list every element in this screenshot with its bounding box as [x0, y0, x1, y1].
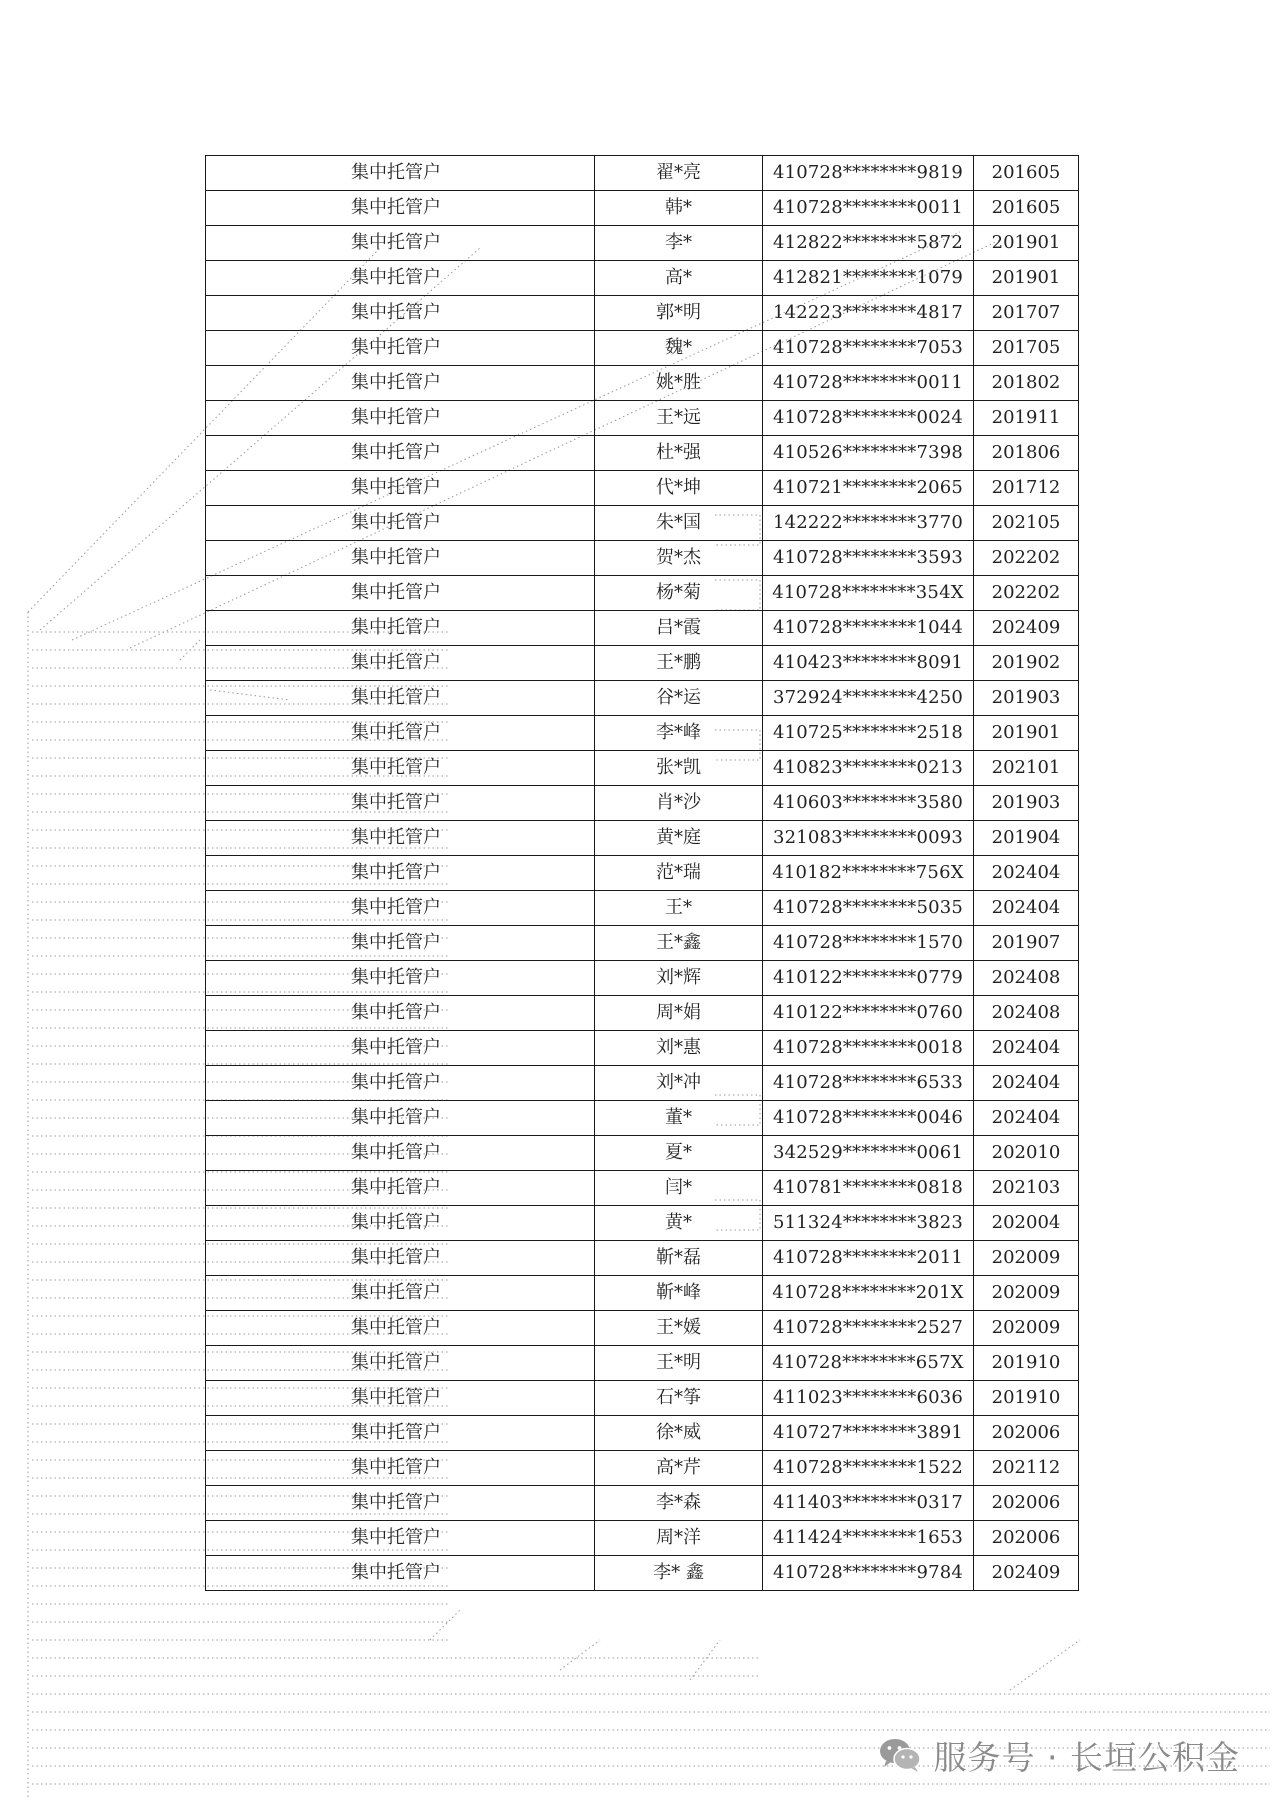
- id-number-cell: 410728********5035: [763, 891, 974, 926]
- start-month-cell: 202009: [974, 1276, 1079, 1311]
- account-type-cell: 集中托管户: [206, 331, 595, 366]
- account-type-cell: 集中托管户: [206, 751, 595, 786]
- id-number-cell: 410725********2518: [763, 716, 974, 751]
- account-type-cell: 集中托管户: [206, 191, 595, 226]
- account-type-cell: 集中托管户: [206, 1241, 595, 1276]
- table-row: [206, 611, 1079, 646]
- table-row: [206, 926, 1079, 961]
- table-row: [206, 366, 1079, 401]
- wechat-icon: [878, 1737, 922, 1773]
- account-type-cell: 集中托管户: [206, 1206, 595, 1241]
- name-cell: 周*洋: [595, 1521, 763, 1556]
- table-body: [206, 156, 1079, 1591]
- account-type-cell: 集中托管户: [206, 891, 595, 926]
- account-type-cell: 集中托管户: [206, 1066, 595, 1101]
- name-cell: 王*鑫: [595, 926, 763, 961]
- name-cell: 董*: [595, 1101, 763, 1136]
- account-type-cell: 集中托管户: [206, 1521, 595, 1556]
- account-type-cell: 集中托管户: [206, 471, 595, 506]
- name-cell: 王*: [595, 891, 763, 926]
- account-type-cell: 集中托管户: [206, 156, 595, 191]
- table-row: [206, 1346, 1079, 1381]
- name-cell: 朱*国: [595, 506, 763, 541]
- account-type-cell: 集中托管户: [206, 1486, 595, 1521]
- account-type-cell: 集中托管户: [206, 821, 595, 856]
- name-cell: 黄*: [595, 1206, 763, 1241]
- name-cell: 闫*: [595, 1171, 763, 1206]
- account-type-cell: 集中托管户: [206, 1381, 595, 1416]
- table-row: [206, 1031, 1079, 1066]
- start-month-cell: 202101: [974, 751, 1079, 786]
- start-month-cell: 202010: [974, 1136, 1079, 1171]
- start-month-cell: 201605: [974, 156, 1079, 191]
- name-cell: 徐*威: [595, 1416, 763, 1451]
- name-cell: 魏*: [595, 331, 763, 366]
- id-number-cell: 411403********0317: [763, 1486, 974, 1521]
- start-month-cell: 202009: [974, 1241, 1079, 1276]
- start-month-cell: 202006: [974, 1416, 1079, 1451]
- name-cell: 王*明: [595, 1346, 763, 1381]
- id-number-cell: 410423********8091: [763, 646, 974, 681]
- table-row: [206, 1521, 1079, 1556]
- id-number-cell: 410823********0213: [763, 751, 974, 786]
- table-row: [206, 1486, 1079, 1521]
- table-row: [206, 1101, 1079, 1136]
- id-number-cell: 410728********9784: [763, 1556, 974, 1591]
- name-cell: 高*芹: [595, 1451, 763, 1486]
- name-cell: 王*媛: [595, 1311, 763, 1346]
- id-number-cell: 410721********2065: [763, 471, 974, 506]
- id-number-cell: 410728********0046: [763, 1101, 974, 1136]
- table-row: [206, 331, 1079, 366]
- table-row: [206, 821, 1079, 856]
- start-month-cell: 201712: [974, 471, 1079, 506]
- id-number-cell: 410728********9819: [763, 156, 974, 191]
- id-number-cell: 410728********3593: [763, 541, 974, 576]
- id-number-cell: 410728********1044: [763, 611, 974, 646]
- id-number-cell: 142222********3770: [763, 506, 974, 541]
- id-number-cell: 411023********6036: [763, 1381, 974, 1416]
- start-month-cell: 201907: [974, 926, 1079, 961]
- start-month-cell: 201904: [974, 821, 1079, 856]
- table-row: [206, 891, 1079, 926]
- table-row: [206, 1381, 1079, 1416]
- account-type-cell: 集中托管户: [206, 541, 595, 576]
- table-row: [206, 226, 1079, 261]
- id-number-cell: 410728********2011: [763, 1241, 974, 1276]
- account-type-cell: 集中托管户: [206, 1556, 595, 1591]
- start-month-cell: 202409: [974, 611, 1079, 646]
- name-cell: 刘*冲: [595, 1066, 763, 1101]
- name-cell: 高*: [595, 261, 763, 296]
- table-row: [206, 1206, 1079, 1241]
- start-month-cell: 202103: [974, 1171, 1079, 1206]
- start-month-cell: 202006: [974, 1486, 1079, 1521]
- name-cell: 李* 鑫: [595, 1556, 763, 1591]
- table-row: [206, 541, 1079, 576]
- account-type-cell: 集中托管户: [206, 996, 595, 1031]
- start-month-cell: 201902: [974, 646, 1079, 681]
- id-number-cell: 410122********0779: [763, 961, 974, 996]
- table-row: [206, 191, 1079, 226]
- start-month-cell: 202004: [974, 1206, 1079, 1241]
- name-cell: 王*鹏: [595, 646, 763, 681]
- start-month-cell: 201903: [974, 786, 1079, 821]
- id-number-cell: 412821********1079: [763, 261, 974, 296]
- account-type-cell: 集中托管户: [206, 1101, 595, 1136]
- id-number-cell: 410603********3580: [763, 786, 974, 821]
- start-month-cell: 202006: [974, 1521, 1079, 1556]
- table-row: [206, 436, 1079, 471]
- account-type-cell: 集中托管户: [206, 261, 595, 296]
- account-type-cell: 集中托管户: [206, 436, 595, 471]
- account-type-cell: 集中托管户: [206, 1451, 595, 1486]
- name-cell: 靳*峰: [595, 1276, 763, 1311]
- start-month-cell: 201605: [974, 191, 1079, 226]
- table-row: [206, 961, 1079, 996]
- name-cell: 吕*霞: [595, 611, 763, 646]
- id-number-cell: 410728********1522: [763, 1451, 974, 1486]
- account-type-cell: 集中托管户: [206, 716, 595, 751]
- id-number-cell: 410728********0024: [763, 401, 974, 436]
- watermark: [878, 1730, 1240, 1780]
- start-month-cell: 201910: [974, 1381, 1079, 1416]
- start-month-cell: 202112: [974, 1451, 1079, 1486]
- id-number-cell: 342529********0061: [763, 1136, 974, 1171]
- table-row: [206, 1311, 1079, 1346]
- id-number-cell: 321083********0093: [763, 821, 974, 856]
- name-cell: 郭*明: [595, 296, 763, 331]
- account-type-cell: 集中托管户: [206, 366, 595, 401]
- account-type-cell: 集中托管户: [206, 786, 595, 821]
- start-month-cell: 202404: [974, 1101, 1079, 1136]
- account-type-cell: 集中托管户: [206, 1136, 595, 1171]
- account-type-cell: 集中托管户: [206, 506, 595, 541]
- id-number-cell: 410728********2527: [763, 1311, 974, 1346]
- name-cell: 周*娟: [595, 996, 763, 1031]
- name-cell: 范*瑞: [595, 856, 763, 891]
- id-number-cell: 142223********4817: [763, 296, 974, 331]
- table-row: [206, 156, 1079, 191]
- start-month-cell: 202404: [974, 1031, 1079, 1066]
- account-type-cell: 集中托管户: [206, 296, 595, 331]
- account-type-cell: 集中托管户: [206, 1311, 595, 1346]
- id-number-cell: 412822********5872: [763, 226, 974, 261]
- start-month-cell: 202105: [974, 506, 1079, 541]
- table-row: [206, 1136, 1079, 1171]
- id-number-cell: 410727********3891: [763, 1416, 974, 1451]
- id-number-cell: 410526********7398: [763, 436, 974, 471]
- start-month-cell: 202408: [974, 996, 1079, 1031]
- account-type-cell: 集中托管户: [206, 646, 595, 681]
- table-row: [206, 646, 1079, 681]
- name-cell: 谷*运: [595, 681, 763, 716]
- start-month-cell: 201903: [974, 681, 1079, 716]
- name-cell: 韩*: [595, 191, 763, 226]
- table-row: [206, 751, 1079, 786]
- start-month-cell: 201910: [974, 1346, 1079, 1381]
- id-number-cell: 410728********0018: [763, 1031, 974, 1066]
- name-cell: 夏*: [595, 1136, 763, 1171]
- table-row: [206, 1066, 1079, 1101]
- start-month-cell: 201705: [974, 331, 1079, 366]
- table-row: [206, 1171, 1079, 1206]
- start-month-cell: 201707: [974, 296, 1079, 331]
- account-type-cell: 集中托管户: [206, 401, 595, 436]
- table-row: [206, 261, 1079, 296]
- table-row: [206, 716, 1079, 751]
- account-type-cell: 集中托管户: [206, 1031, 595, 1066]
- table-row: [206, 401, 1079, 436]
- name-cell: 杜*强: [595, 436, 763, 471]
- id-number-cell: 410728********6533: [763, 1066, 974, 1101]
- name-cell: 黄*庭: [595, 821, 763, 856]
- start-month-cell: 201901: [974, 261, 1079, 296]
- table-row: [206, 996, 1079, 1031]
- table-row: [206, 856, 1079, 891]
- start-month-cell: 201802: [974, 366, 1079, 401]
- start-month-cell: 201806: [974, 436, 1079, 471]
- name-cell: 张*凯: [595, 751, 763, 786]
- start-month-cell: 202409: [974, 1556, 1079, 1591]
- name-cell: 王*远: [595, 401, 763, 436]
- id-number-cell: 410122********0760: [763, 996, 974, 1031]
- name-cell: 代*坤: [595, 471, 763, 506]
- name-cell: 刘*辉: [595, 961, 763, 996]
- id-number-cell: 410728********0011: [763, 366, 974, 401]
- account-type-cell: 集中托管户: [206, 1346, 595, 1381]
- table-row: [206, 1276, 1079, 1311]
- account-type-cell: 集中托管户: [206, 961, 595, 996]
- id-number-cell: 410728********354X: [763, 576, 974, 611]
- table-row: [206, 506, 1079, 541]
- start-month-cell: 202404: [974, 856, 1079, 891]
- table-row: [206, 296, 1079, 331]
- trustee-account-table: [205, 155, 1079, 1591]
- name-cell: 翟*亮: [595, 156, 763, 191]
- table-row: [206, 786, 1079, 821]
- start-month-cell: 202404: [974, 1066, 1079, 1101]
- account-type-cell: 集中托管户: [206, 576, 595, 611]
- name-cell: 杨*菊: [595, 576, 763, 611]
- id-number-cell: 410781********0818: [763, 1171, 974, 1206]
- name-cell: 靳*磊: [595, 1241, 763, 1276]
- table-row: [206, 471, 1079, 506]
- start-month-cell: 202408: [974, 961, 1079, 996]
- account-type-cell: 集中托管户: [206, 1171, 595, 1206]
- id-number-cell: 410728********1570: [763, 926, 974, 961]
- name-cell: 李*: [595, 226, 763, 261]
- start-month-cell: 201901: [974, 716, 1079, 751]
- watermark-text: 服务号 · 长垣公积金: [933, 1737, 1240, 1777]
- start-month-cell: 202009: [974, 1311, 1079, 1346]
- account-type-cell: 集中托管户: [206, 226, 595, 261]
- table-row: [206, 1416, 1079, 1451]
- start-month-cell: 202404: [974, 891, 1079, 926]
- table-row: [206, 1451, 1079, 1486]
- table-row: [206, 1556, 1079, 1591]
- id-number-cell: 410182********756X: [763, 856, 974, 891]
- account-type-cell: 集中托管户: [206, 926, 595, 961]
- name-cell: 刘*惠: [595, 1031, 763, 1066]
- id-number-cell: 372924********4250: [763, 681, 974, 716]
- name-cell: 姚*胜: [595, 366, 763, 401]
- id-number-cell: 410728********657X: [763, 1346, 974, 1381]
- account-type-cell: 集中托管户: [206, 1416, 595, 1451]
- name-cell: 贺*杰: [595, 541, 763, 576]
- account-type-cell: 集中托管户: [206, 611, 595, 646]
- name-cell: 李*峰: [595, 716, 763, 751]
- account-type-cell: 集中托管户: [206, 681, 595, 716]
- account-type-cell: 集中托管户: [206, 1276, 595, 1311]
- table-row: [206, 681, 1079, 716]
- start-month-cell: 202202: [974, 541, 1079, 576]
- name-cell: 李*森: [595, 1486, 763, 1521]
- id-number-cell: 410728********7053: [763, 331, 974, 366]
- start-month-cell: 202202: [974, 576, 1079, 611]
- table-row: [206, 1241, 1079, 1276]
- table-row: [206, 576, 1079, 611]
- id-number-cell: 410728********201X: [763, 1276, 974, 1311]
- account-type-cell: 集中托管户: [206, 856, 595, 891]
- id-number-cell: 411424********1653: [763, 1521, 974, 1556]
- name-cell: 肖*沙: [595, 786, 763, 821]
- start-month-cell: 201901: [974, 226, 1079, 261]
- name-cell: 石*筝: [595, 1381, 763, 1416]
- start-month-cell: 201911: [974, 401, 1079, 436]
- id-number-cell: 511324********3823: [763, 1206, 974, 1241]
- id-number-cell: 410728********0011: [763, 191, 974, 226]
